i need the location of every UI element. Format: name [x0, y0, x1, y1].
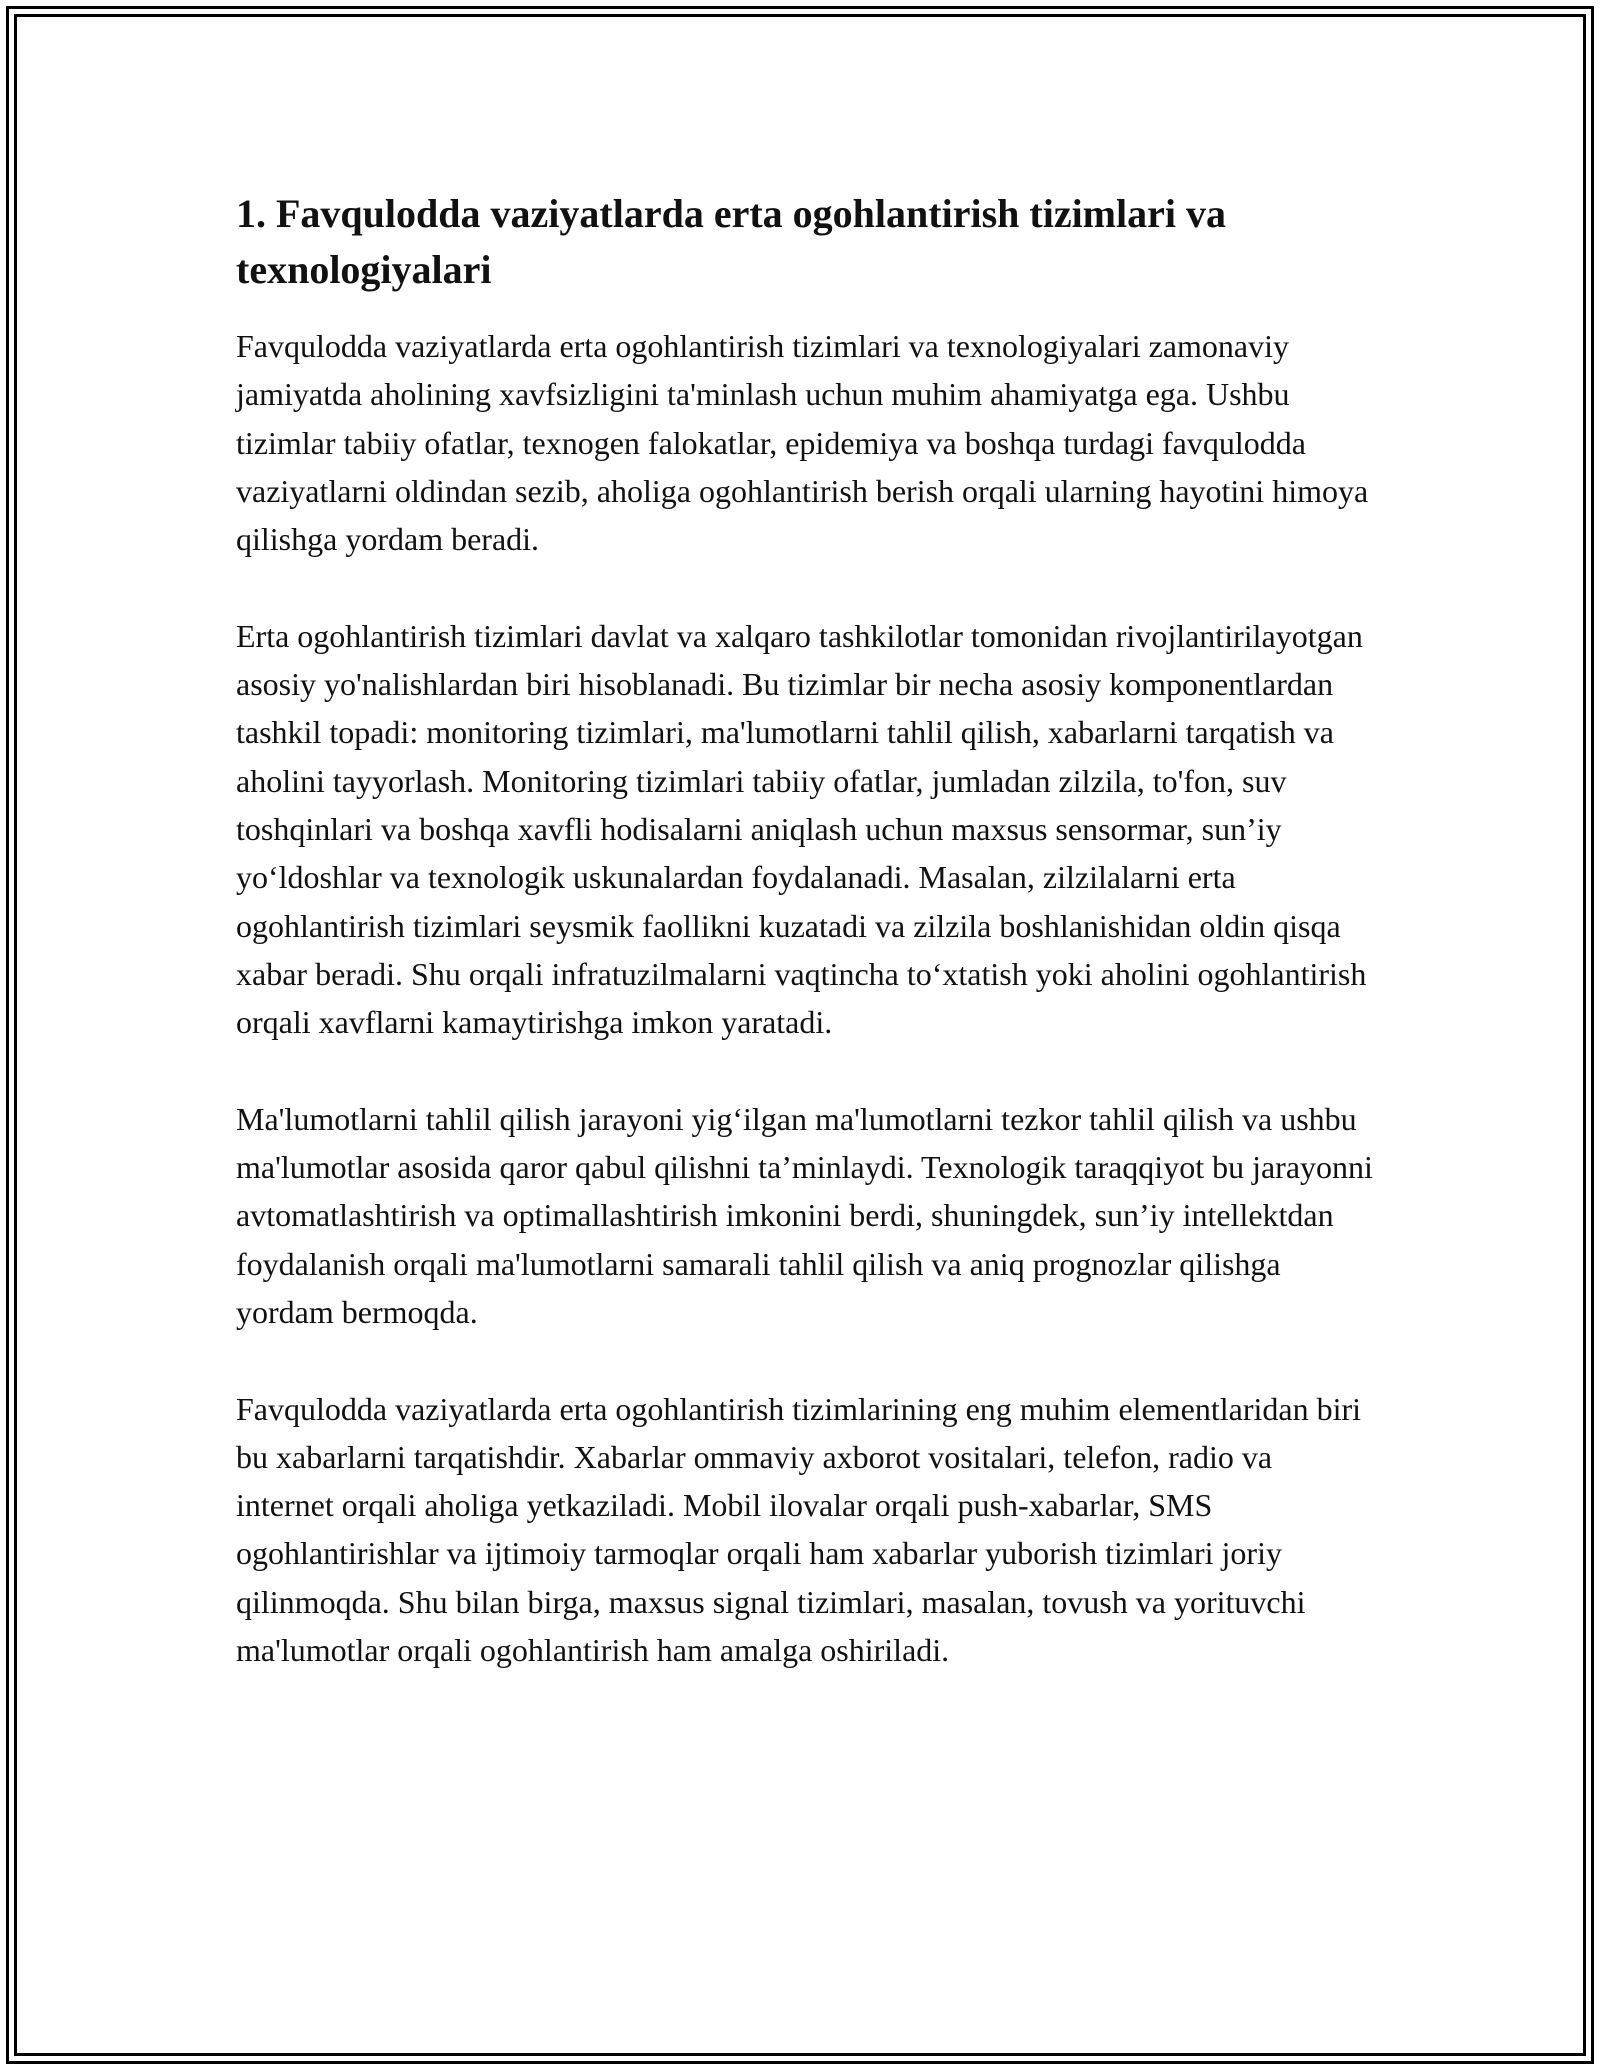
paragraph-dissemination: Favqulodda vaziyatlarda erta ogohlantirish tizimlarining eng muhim elementlaridan biri bu xabarlarni tarqatishdir. Xabarlar ommaviy axborot vositalari, telefon, radio va internet orqali aholiga yetkaziladi. Mobil ilovalar orqali push-xabarlar, SMS ogohlantirishlar va ijtimoiy tarmoqlar orqali ham xabarlar yuborish tizimlari joriy qilinmoqda. Shu bilan birga, maxsus signal tizimlari, masalan, tovush va yorituvchi ma'lumotlar orqali ogohlantirish ham amalga oshiriladi. [236, 1390, 1361, 1669]
paragraph-components: Erta ogohlantirish tizimlari davlat va xalqaro tashkilotlar tomonidan rivojlantirilayotgan asosiy yo'nalishlardan biri hisoblanadi. Bu tizimlar bir necha asosiy komponentlardan tashkil topadi: monitoring tizimlari, ma'lumotlarni tahlil qilish, xabarlarni tarqatish va aholini tayyorlash. Monitoring tizimlari tabiiy ofatlar, jumladan zilzila, to'fon, suv toshqinlari va boshqa xavfli hodisalarni aniqlash uchun maxsus sensormar, sun’iy yo‘ldoshlar va texnologik uskunalardan foydalanadi. Masalan, zilzilalarni erta ogohlantirish tizimlari seysmik faollikni kuzatadi va zilzila boshlanishidan oldin qisqa xabar beradi. Shu orqali infratuzilmalarni vaqtincha to‘xtatish yoki aholini ogohlantirish orqali xavflarni kamaytirishga imkon yaratadi. [236, 617, 1367, 1041]
paragraph-intro: Favqulodda vaziyatlarda erta ogohlantirish tizimlari va texnologiyalari zamonaviy jamiyatda aholining xavfsizligini ta'minlash uchun muhim ahamiyatga ega. Ushbu tizimlar tabiiy ofatlar, texnogen falokatlar, epidemiya va boshqa turdagi favqulodda vaziyatlarni oldindan sezib, aholiga ogohlantirish berish orqali ularning hayotini himoya qilishga yordam beradi. [236, 328, 1369, 558]
section-heading: 1. Favqulodda vaziyatlarda erta ogohlantirish tizimlari va texnologiyalari [236, 191, 1226, 292]
document-body [236, 186, 1376, 1674]
paragraph-analysis: Ma'lumotlarni tahlil qilish jarayoni yig‘ilgan ma'lumotlarni tezkor tahlil qilish va ushbu ma'lumotlar asosida qaror qabul qilishni ta’minlaydi. Texnologik taraqqiyot bu jarayonni avtomatlashtirish va optimallashtirish imkonini berdi, shuningdek, sun’iy intellektdan foydalanish orqali ma'lumotlarni samarali tahlil qilish va aniq prognozlar qilishga yordam bermoqda. [236, 1100, 1373, 1330]
